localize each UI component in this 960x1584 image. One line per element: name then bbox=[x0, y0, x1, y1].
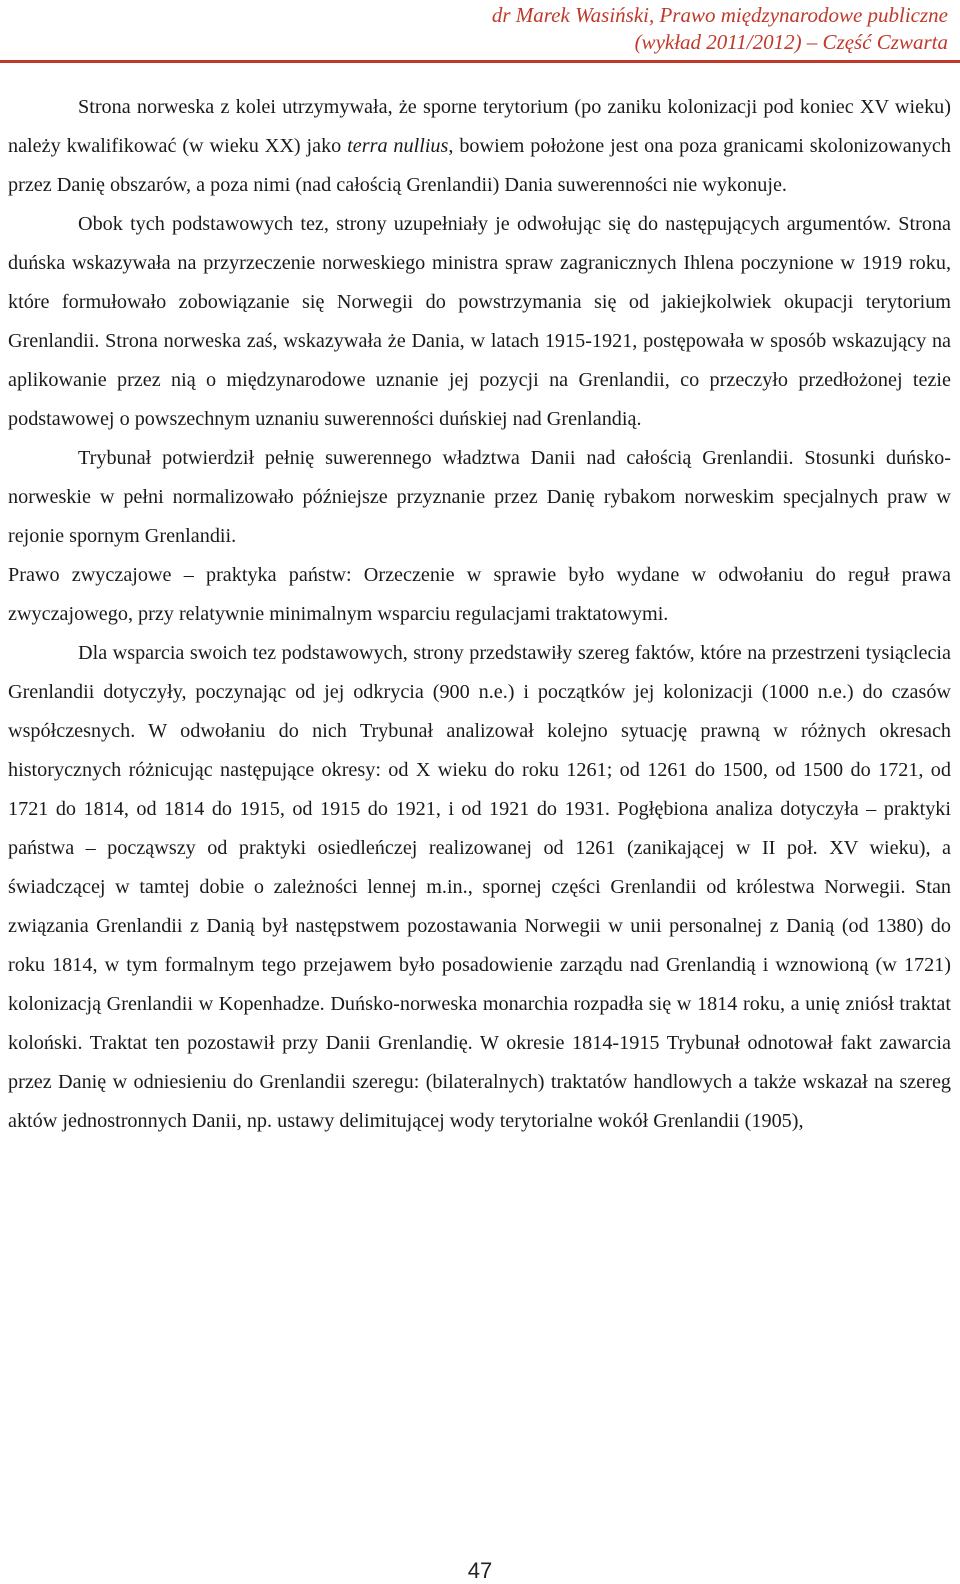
paragraph-text: Obok tych podstawowych tez, strony uzupełniały je odwołując się do następujących argumentów. Strona duńska wskazywała na przyrzeczenie norweskiego ministra spraw zagranicznych Ihlena poczynione w 1919 roku, które formułowało zobowiązanie się Norwegii do powstrzymania się od jakiejkolwiek okupacji terytorium Grenlandii. Strona norweska zaś, wskazywała że Dania, w latach 1915-1921, postępowała w sposób wskazujący na aplikowanie przez nią o międzynarodowe uznanie jej pozycji na Grenlandii, co przeczyło przedłożonej tezie podstawowej o powszechnym uznaniu suwerenności duńskiej nad Grenlandią. bbox=[8, 213, 951, 430]
paragraph-text: Prawo zwyczajowe – praktyka państw: Orzeczenie w sprawie było wydane w odwołaniu do reguł prawa zwyczajowego, przy relatywnie minimalnym wsparciu regulacjami traktatowymi. bbox=[8, 564, 951, 625]
header-title bbox=[492, 2, 948, 56]
body-paragraph bbox=[8, 556, 951, 634]
header-line-2: (wykład 2011/2012) – Część Czwarta bbox=[634, 30, 948, 54]
body-paragraph bbox=[8, 205, 951, 439]
paragraph-text: , bowiem położone jest ona poza granicami skolonizowanych przez Danię obszarów, a poza nimi (nad całością Grenlandii) Dania suwerenności nie wykonuje. bbox=[8, 135, 951, 196]
body-paragraph bbox=[8, 88, 951, 205]
page-number: 47 bbox=[467, 1558, 493, 1583]
document-body bbox=[8, 88, 951, 1141]
page-header bbox=[0, 0, 960, 62]
italic-term: terra nullius bbox=[347, 135, 449, 157]
header-line-1: dr Marek Wasiński, Prawo międzynarodowe publiczne bbox=[491, 3, 948, 27]
paragraph-text: Trybunał potwierdził pełnię suwerennego władztwa Danii nad całością Grenlandii. Stosunki duńsko-norweskie w pełni normalizowało późniejsze przyznanie przez Danię rybakom norweskim specjalnych praw w rejonie spornym Grenlandii. bbox=[8, 447, 951, 547]
paragraph-text: Strona norweska z kolei utrzymywała, że sporne terytorium (po zaniku kolonizacji pod koniec XV wieku) należy kwalifikować (w wieku XX) jako bbox=[8, 96, 951, 157]
paragraph-text: Dla wsparcia swoich tez podstawowych, strony przedstawiły szereg faktów, które na przestrzeni tysiąclecia Grenlandii dotyczyły, poczynając od jej odkrycia (900 n.e.) i początków jej kolonizacji (1000 n.e.) do czasów współczesnych. W odwołaniu do nich Trybunał analizował kolejno sytuację prawną w różnych okresach historycznych różnicując następujące okresy: od X wieku do roku 1261; od 1261 do 1500, od 1500 do 1721, od 1721 do 1814, od 1814 do 1915, od 1915 do 1921, i od 1921 do 1931. Pogłębiona analiza dotyczyła – praktyki państwa – począwszy od praktyki osiedleńczej realizowanej od 1261 (zanikającej w II poł. XV wieku), a świadczącej w tamtej dobie o zależności lennej m.in., spornej części Grenlandii od królestwa Norwegii. Stan związania Grenlandii z Danią był następstwem pozostawania Norwegii w unii personalnej z Danią (od 1380) do roku 1814, w tym formalnym tego przejawem było posadowienie zarządu nad Grenlandią i wznowioną (w 1721) kolonizacją Grenlandii w Kopenhadze. Duńsko-norweska monarchia rozpadła się w 1814 roku, a unię zniósł traktat koloński. Traktat ten pozostawił przy Danii Grenlandię. W okresie 1814-1915 Trybunał odnotował fakt zawarcia przez Danię w odniesieniu do Grenlandii szeregu: (bilateralnych) traktatów handlowych a także wskazał na szereg aktów jednostronnych Danii, np. ustawy delimitującej wody terytorialne wokół Grenlandii (1905), bbox=[8, 642, 951, 1132]
body-paragraph bbox=[8, 634, 951, 1141]
body-paragraph bbox=[8, 439, 951, 556]
header-divider bbox=[0, 60, 960, 63]
